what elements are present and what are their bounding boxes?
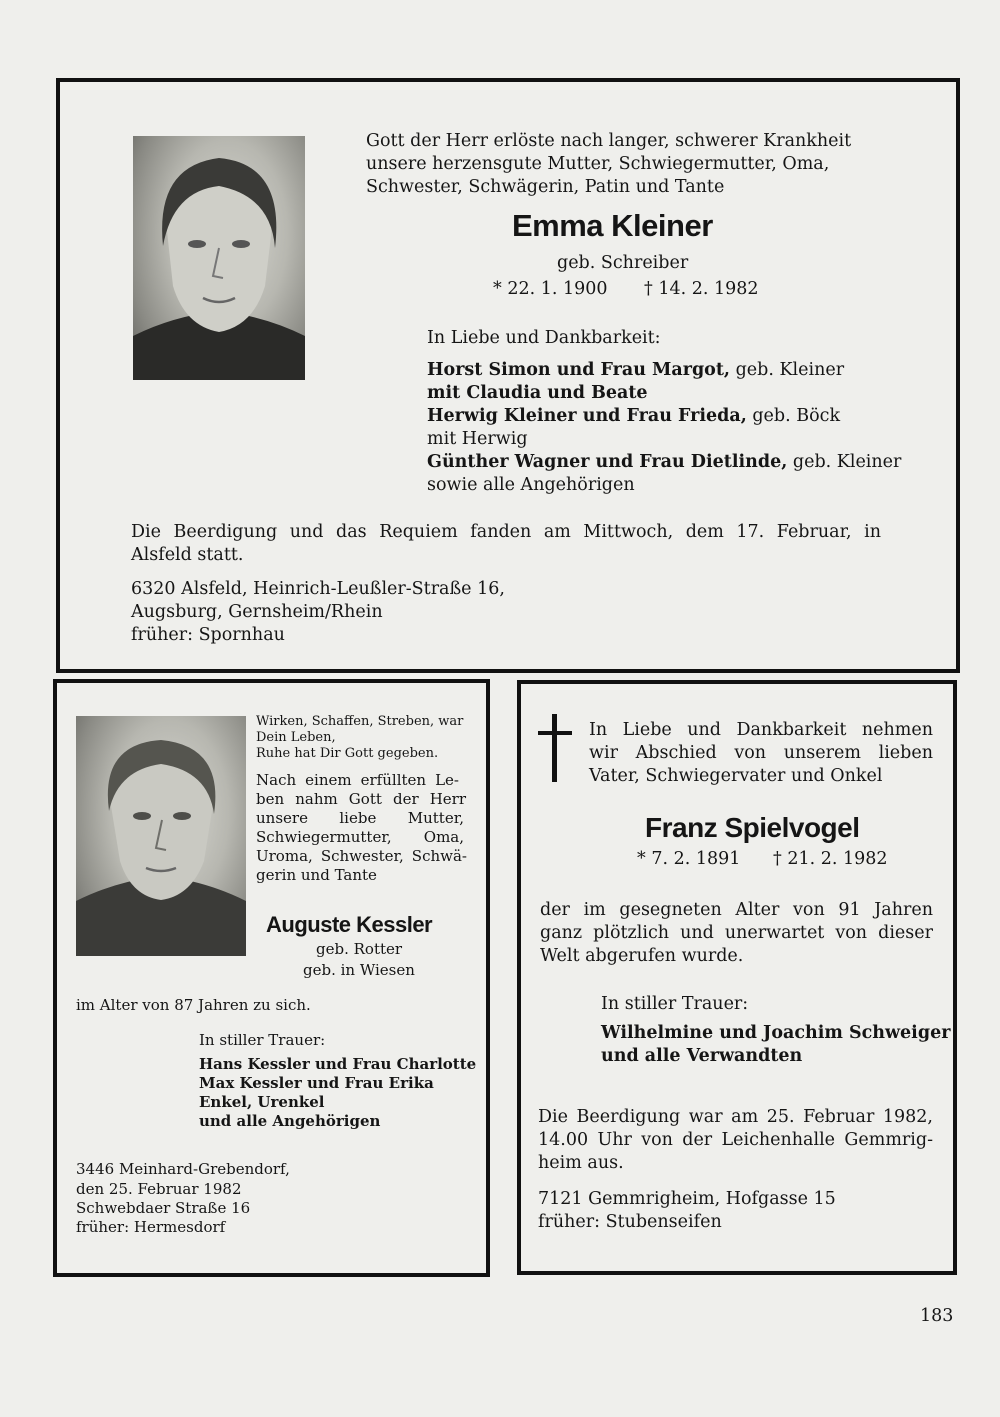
- intro-line: unsere liebe Mutter,: [256, 809, 464, 827]
- portrait-photo-emma-kleiner: [133, 136, 305, 380]
- address-line: 6320 Alsfeld, Heinrich-Leußler-Straße 16,: [131, 579, 505, 599]
- death-date: † 14. 2. 1982: [644, 279, 759, 299]
- address-line: Augsburg, Gernsheim/Rhein: [131, 602, 383, 622]
- birth-date: * 7. 2. 1891: [637, 849, 741, 869]
- deceased-name: Emma Kleiner: [512, 208, 713, 243]
- mourner-line: Max Kessler und Frau Erika: [199, 1074, 434, 1092]
- birth-date: * 22. 1. 1900: [493, 279, 608, 299]
- funeral-line: 14.00 Uhr von der Leichenhalle Gemmrig-: [538, 1130, 933, 1150]
- deceased-name: Franz Spielvogel: [645, 812, 860, 843]
- page-number: 183: [920, 1306, 954, 1326]
- mourner-line: und alle Angehörigen: [199, 1112, 381, 1130]
- funeral-info: Alsfeld statt.: [131, 545, 244, 565]
- intro-line: ben nahm Gott der Herr: [256, 790, 466, 808]
- mourner-line: und alle Verwandten: [601, 1046, 803, 1066]
- funeral-line: Die Beerdigung war am 25. Februar 1982,: [538, 1107, 933, 1127]
- mourner-line: Horst Simon und Frau Margot, geb. Kleiner: [427, 360, 845, 380]
- body-line: ganz plötzlich und unerwartet von dieser: [540, 923, 933, 943]
- intro-line: Schwester, Schwägerin, Patin und Tante: [366, 177, 725, 197]
- mourner-line: Hans Kessler und Frau Charlotte: [199, 1055, 477, 1073]
- address-line: früher: Spornhau: [131, 625, 285, 645]
- intro-line: Vater, Schwiegervater und Onkel: [589, 766, 883, 786]
- portrait-photo-auguste-kessler: [76, 716, 246, 956]
- address-line: früher: Hermesdorf: [76, 1218, 226, 1236]
- address-line: 3446 Meinhard-Grebendorf,: [76, 1160, 290, 1178]
- mourner-line: Günther Wagner und Frau Dietlinde, geb. Kleiner: [427, 452, 902, 472]
- intro-line: In Liebe und Dankbarkeit nehmen: [589, 720, 933, 740]
- address-line: Schwebdaer Straße 16: [76, 1199, 251, 1217]
- mourner-line: mit Claudia und Beate: [427, 383, 648, 403]
- mourners-intro: In stiller Trauer:: [601, 994, 749, 1014]
- mourner-line: sowie alle Angehörigen: [427, 475, 635, 495]
- mourners-intro: In Liebe und Dankbarkeit:: [427, 328, 661, 348]
- intro-line: wir Abschied von unserem lieben: [589, 743, 933, 763]
- body-line: Welt abgerufen wurde.: [540, 946, 744, 966]
- intro-line: Gott der Herr erlöste nach langer, schwerer Krankheit: [366, 131, 852, 151]
- mourner-line: Enkel, Urenkel: [199, 1093, 325, 1111]
- mourner-line: Herwig Kleiner und Frau Frieda, geb. Böck: [427, 406, 841, 426]
- cross-icon: [536, 714, 576, 782]
- address-line: den 25. Februar 1982: [76, 1180, 242, 1198]
- mourner-line: Wilhelmine und Joachim Schweiger: [601, 1023, 951, 1043]
- verse-line: Dein Leben,: [256, 730, 336, 745]
- maiden-name: geb. Schreiber: [557, 253, 689, 273]
- intro-line: Nach einem erfüllten Le-: [256, 771, 459, 789]
- verse-line: Ruhe hat Dir Gott gegeben.: [256, 746, 439, 761]
- mourner-line: mit Herwig: [427, 429, 528, 449]
- maiden-name: geb. Rotter: [316, 940, 403, 958]
- funeral-info: Die Beerdigung und das Requiem fanden am Mittwoch, dem 17. Februar, in: [131, 522, 881, 542]
- body-line: der im gesegneten Alter von 91 Jahren: [540, 900, 933, 920]
- death-date: † 21. 2. 1982: [773, 849, 888, 869]
- address-line: früher: Stubenseifen: [538, 1212, 722, 1232]
- address-line: 7121 Gemmrigheim, Hofgasse 15: [538, 1189, 836, 1209]
- mourners-intro: In stiller Trauer:: [199, 1031, 326, 1049]
- birthplace: geb. in Wiesen: [303, 961, 415, 979]
- intro-line: gerin und Tante: [256, 866, 377, 884]
- age-line: im Alter von 87 Jahren zu sich.: [76, 996, 311, 1014]
- intro-line: Schwiegermutter, Oma,: [256, 828, 464, 846]
- intro-line: unsere herzensgute Mutter, Schwiegermutter, Oma,: [366, 154, 830, 174]
- intro-line: Uroma, Schwester, Schwä-: [256, 847, 467, 865]
- funeral-line: heim aus.: [538, 1153, 624, 1173]
- verse-line: Wirken, Schaffen, Streben, war: [256, 714, 464, 729]
- deceased-name: Auguste Kessler: [266, 912, 433, 937]
